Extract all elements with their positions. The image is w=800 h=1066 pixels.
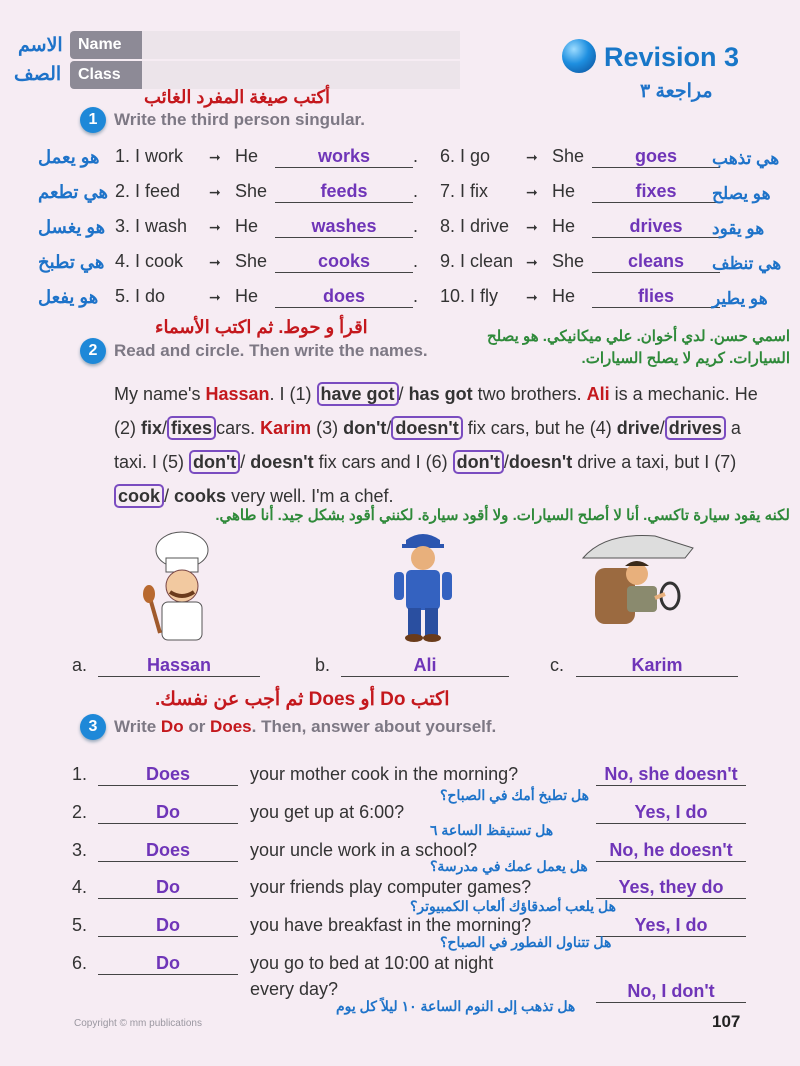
- item-4: 4. I cook ➞ She cooks .: [115, 251, 419, 271]
- question-6-continued: every day?: [250, 979, 339, 999]
- name-2-answer[interactable]: Ali: [341, 655, 509, 677]
- question-3-ar: هل يعمل عمك في مدرسة؟: [430, 858, 588, 874]
- item-3-answer[interactable]: washes: [275, 216, 413, 238]
- item-4-ar: هي تطبخ: [38, 252, 105, 272]
- question-4: 4. Do your friends play computer games?: [72, 877, 532, 897]
- section2-translation-bottom: لكنه يقود سيارة تاكسي. أنا لا أصلح السيارات. ولا أقود سيارة. لكنني أقود بشكل جيد. أنا طاهي.: [215, 507, 790, 524]
- choice-3-circled[interactable]: doesn't: [391, 416, 462, 440]
- choice-1-circled[interactable]: have got: [317, 382, 399, 406]
- choice-2-circled[interactable]: fixes: [167, 416, 216, 440]
- reading-paragraph: My name's Hassan. I (1) have got / has got two brothers. Ali is a mechanic. He (2) fix/ fixes cars. Karim (3) don't/ doesn't fix cars, but he (4) drive/ drives a taxi. I (5) don't / doesn't fix cars and I (6) don't /doesn't drive a taxi, but I (7) cook / cooks very well. I'm a chef.: [114, 384, 758, 506]
- question-2: 2. Do you get up at 6:00?: [72, 802, 405, 822]
- question-1-ar: هل تطبخ أمك في الصباح؟: [440, 787, 589, 803]
- chef-picture: [132, 528, 232, 643]
- question-6: 6. Do you go to bed at 10:00 at night: [72, 953, 494, 973]
- question-1-fill[interactable]: Does: [98, 764, 238, 786]
- item-5-ar: هو يفعل: [38, 287, 99, 307]
- item-6-ar: هي تذهب: [712, 149, 780, 168]
- question-2-answer[interactable]: Yes, I do: [596, 802, 746, 824]
- section2-heading-ar: اقرأ و حوط. ثم اكتب الأسماء: [155, 317, 368, 337]
- item-2-answer[interactable]: feeds: [275, 181, 413, 203]
- choice-4-circled[interactable]: drives: [665, 416, 726, 440]
- item-3: 3. I wash ➞ He washes .: [115, 216, 419, 236]
- item-3-ar: هو يغسل: [38, 217, 106, 237]
- item-1: 1. I work ➞ He works .: [115, 146, 419, 166]
- item-2-ar: هي تطعم: [38, 182, 108, 202]
- item-8-ar: هو يقود: [712, 219, 765, 238]
- question-6-fill[interactable]: Do: [98, 953, 238, 975]
- question-5-fill[interactable]: Do: [98, 915, 238, 937]
- item-6: 6. I go ➞ She goes: [440, 146, 720, 168]
- choice-6-circled[interactable]: don't: [453, 450, 504, 474]
- item-1-ar: هو يعمل: [38, 147, 100, 167]
- section3-number: 3: [80, 714, 106, 740]
- page-number: 107: [712, 1012, 741, 1031]
- name-3-answer[interactable]: Karim: [576, 655, 738, 677]
- copyright: Copyright © mm publications: [74, 1018, 202, 1029]
- question-2-fill[interactable]: Do: [98, 802, 238, 824]
- name-label: Name: [70, 31, 142, 59]
- page-title-ar: مراجعة ٣: [640, 81, 713, 102]
- item-6-answer[interactable]: goes: [592, 146, 720, 168]
- section2-number: 2: [80, 338, 106, 364]
- question-4-fill[interactable]: Do: [98, 877, 238, 899]
- section2-heading: Read and circle. Then write the names.: [114, 341, 428, 360]
- item-7: 7. I fix ➞ He fixes: [440, 181, 720, 203]
- item-7-ar: هو يصلح: [712, 184, 771, 203]
- item-10-ar: هو يطير: [712, 289, 768, 308]
- item-8-answer[interactable]: drives: [592, 216, 720, 238]
- section2-translation-top: اسمي حسن. لدي أخوان. علي ميكانيكي. هو يصلح السيارات. كريم لا يصلح السيارات.: [486, 328, 790, 367]
- item-5-answer[interactable]: does: [275, 286, 413, 308]
- question-4-ar: هل يلعب أصدقاؤك ألعاب الكمبيوتر؟: [410, 898, 617, 914]
- question-3: 3. Does your uncle work in a school?: [72, 840, 478, 860]
- name-ar-label: الاسم: [18, 35, 63, 56]
- question-2-ar: هل تستيقظ الساعة ٦: [430, 822, 554, 838]
- choice-7-circled[interactable]: cook: [114, 484, 164, 508]
- question-1-answer[interactable]: No, she doesn't: [596, 764, 746, 786]
- item-9-ar: هي تنظف: [712, 254, 782, 273]
- item-9: 9. I clean ➞ She cleans: [440, 251, 720, 273]
- item-4-answer[interactable]: cooks: [275, 251, 413, 273]
- question-1: 1. Does your mother cook in the morning?: [72, 764, 519, 784]
- section1-number: 1: [80, 107, 106, 133]
- item-10: 10. I fly ➞ He flies: [440, 286, 720, 308]
- section1-heading: Write the third person singular.: [114, 110, 365, 129]
- taxi-driver-picture: [575, 528, 700, 628]
- name-2: b. Ali: [315, 655, 509, 677]
- page-title: Revision 3: [604, 42, 740, 72]
- item-9-answer[interactable]: cleans: [592, 251, 720, 273]
- choice-5-circled[interactable]: don't: [189, 450, 240, 474]
- item-7-answer[interactable]: fixes: [592, 181, 720, 203]
- question-5-answer[interactable]: Yes, I do: [596, 915, 746, 937]
- item-1-answer[interactable]: works: [275, 146, 413, 168]
- class-ar-label: الصف: [14, 64, 62, 85]
- section1-heading-ar: أكتب صيغة المفرد الغائب: [144, 87, 331, 107]
- question-5: 5. Do you have breakfast in the morning?: [72, 915, 532, 935]
- name-1-answer[interactable]: Hassan: [98, 655, 260, 677]
- name-field[interactable]: [142, 31, 460, 59]
- item-2: 2. I feed ➞ She feeds .: [115, 181, 419, 201]
- question-3-answer[interactable]: No, he doesn't: [596, 840, 746, 862]
- item-5: 5. I do ➞ He does .: [115, 286, 419, 306]
- item-8: 8. I drive ➞ He drives: [440, 216, 720, 238]
- question-6-ar: هل تذهب إلى النوم الساعة ١٠ ليلاً كل يوم: [336, 998, 576, 1014]
- item-10-answer[interactable]: flies: [592, 286, 720, 308]
- class-field[interactable]: [142, 61, 460, 89]
- question-3-fill[interactable]: Does: [98, 840, 238, 862]
- section3-heading-ar: اكتب Do أو Does ثم أجب عن نفسك.: [155, 689, 450, 710]
- question-4-answer[interactable]: Yes, they do: [596, 877, 746, 899]
- name-3: c. Karim: [550, 655, 738, 677]
- question-5-ar: هل تتناول الفطور في الصباح؟: [440, 934, 612, 950]
- mechanic-picture: [388, 528, 458, 643]
- question-6-answer[interactable]: No, I don't: [596, 981, 746, 1003]
- name-1: a. Hassan: [72, 655, 260, 677]
- revision-ball-icon: [562, 39, 596, 73]
- section3-heading: Write Do or Does. Then, answer about yourself.: [114, 717, 497, 736]
- class-label: Class: [70, 61, 142, 89]
